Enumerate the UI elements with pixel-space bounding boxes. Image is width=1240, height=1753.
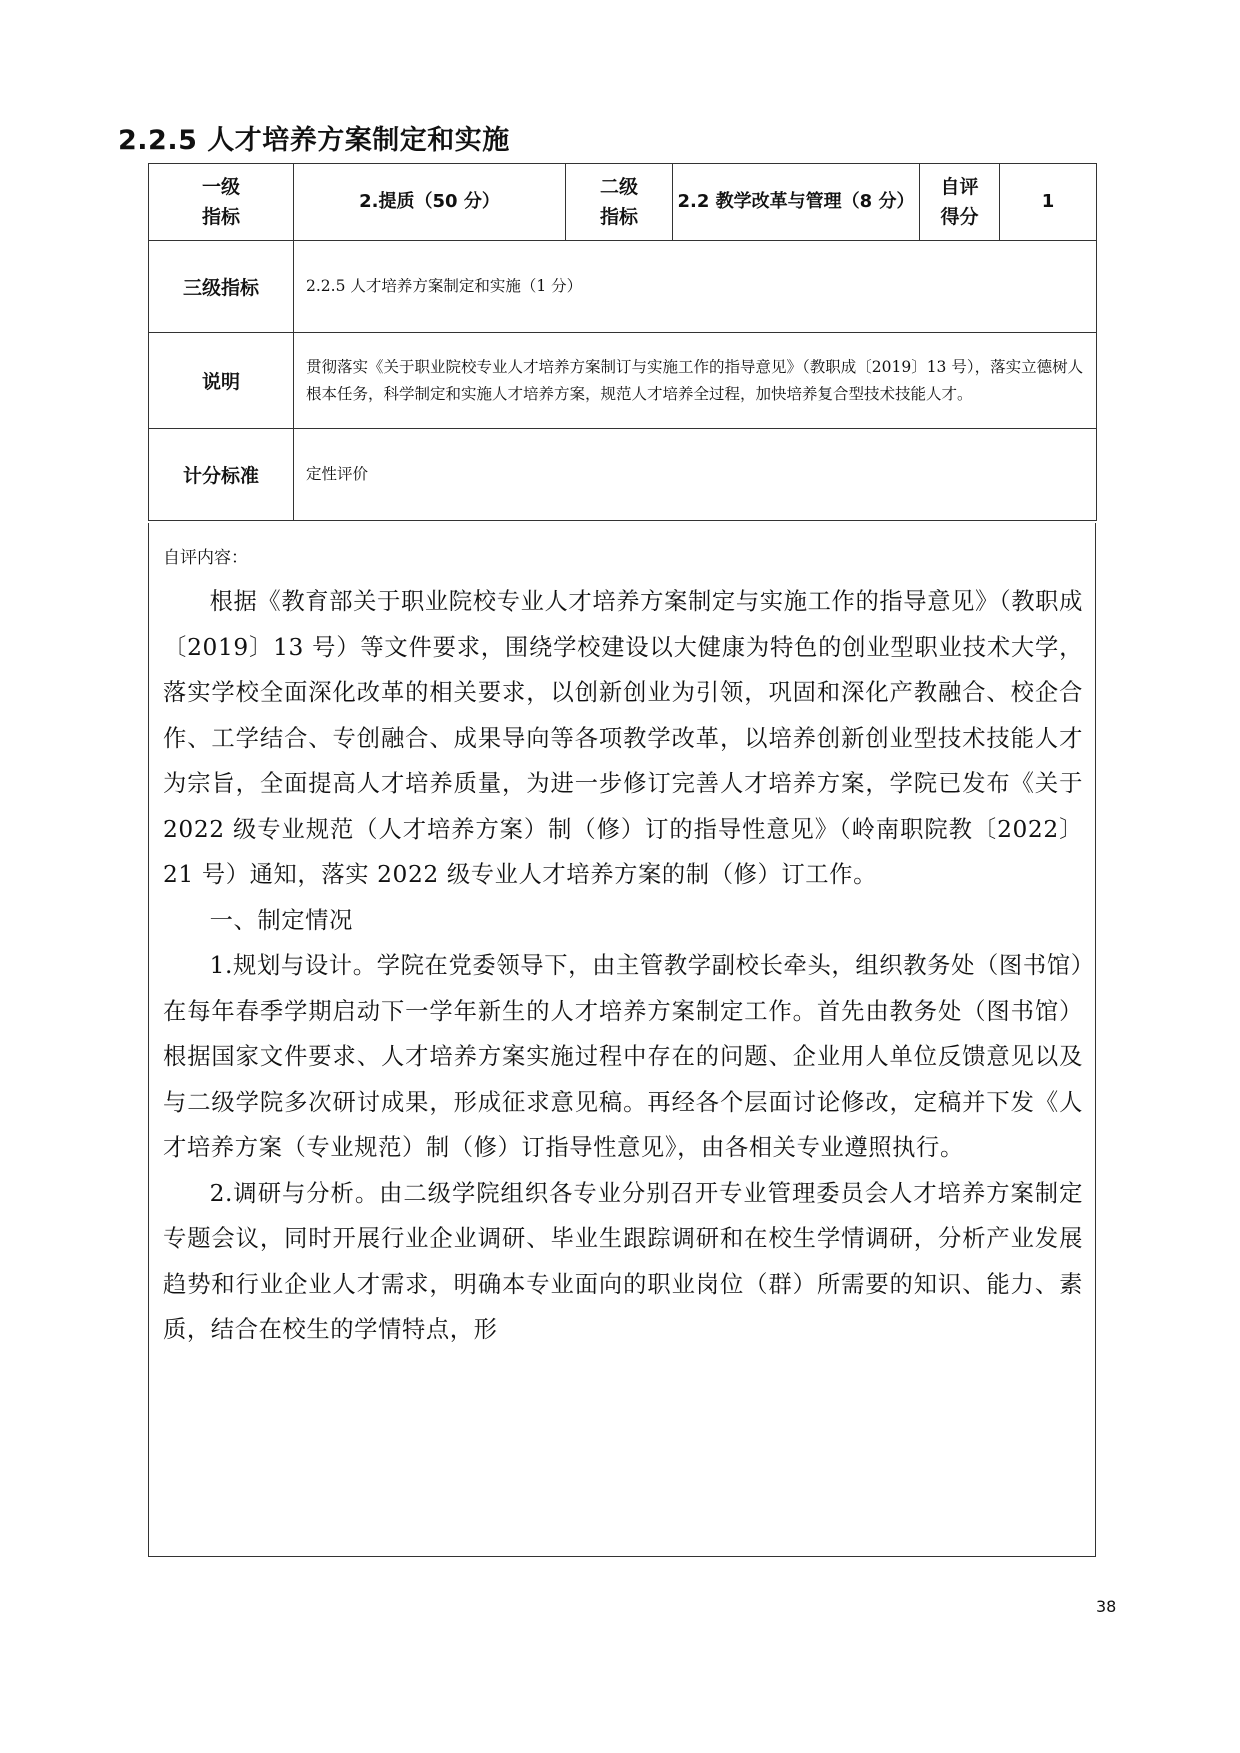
scoring-text: 定性评价 (294, 429, 1097, 521)
description-row (149, 333, 1097, 429)
scoring-row (149, 429, 1097, 521)
level3-label: 三级指标 (149, 241, 294, 333)
header-row (149, 164, 1097, 241)
level2-value: 2.2 教学改革与管理（8 分） (673, 164, 920, 241)
description-text: 贯彻落实《关于职业院校专业人才培养方案制订与实施工作的指导意见》（教职成〔2019〕13 号），落实立德树人根本任务，科学制定和实施人才培养方案，规范人才培养全过程，加快培养复合型技术技能人才。 (294, 333, 1097, 429)
self-evaluation-body (163, 579, 1083, 1353)
level2-label: 二级 指标 (566, 164, 673, 241)
self-evaluation-box (148, 523, 1096, 1557)
scoring-label: 计分标准 (149, 429, 294, 521)
paragraph: 2.调研与分析。由二级学院组织各专业分别召开专业管理委员会人才培养方案制定专题会议，同时开展行业企业调研、毕业生跟踪调研和在校生学情调研，分析产业发展趋势和行业企业人才需求，明确本专业面向的职业岗位（群）所需要的知识、能力、素质，结合在校生的学情特点，形 (163, 1179, 1083, 1343)
level1-value: 2.提质（50 分） (294, 164, 566, 241)
page-number: 38 (1096, 1597, 1117, 1616)
level3-text: 2.2.5 人才培养方案制定和实施（1 分） (294, 241, 1097, 333)
self-evaluation-label: 自评内容： (163, 548, 248, 568)
description-label: 说明 (149, 333, 294, 429)
paragraph: 一、制定情况 (209, 906, 353, 934)
level3-row (149, 241, 1097, 333)
section-title: 2.2.5 人才培养方案制定和实施 (118, 125, 510, 156)
level1-label: 一级 指标 (149, 164, 294, 241)
self-score-value: 1 (1000, 164, 1097, 241)
paragraph: 1.规划与设计。学院在党委领导下，由主管教学副校长牵头，组织教务处（图书馆）在每年春季学期启动下一学年新生的人才培养方案制定工作。首先由教务处（图书馆）根据国家文件要求、人才培养方案实施过程中存在的问题、企业用人单位反馈意见以及与二级学院多次研讨成果，形成征求意见稿。再经各个层面讨论修改，定稿并下发《人才培养方案（专业规范）制（修）订指导性意见》，由各相关专业遵照执行。 (163, 952, 1083, 1161)
self-score-label: 自评 得分 (920, 164, 1000, 241)
indicator-table (148, 163, 1097, 521)
paragraph: 根据《教育部关于职业院校专业人才培养方案制定与实施工作的指导意见》（教职成〔2019〕13 号）等文件要求，围绕学校建设以大健康为特色的创业型职业技术大学，落实学校全面深化改革的相关要求，以创新创业为引领，巩固和深化产教融合、校企合作、工学结合、专创融合、成果导向等各项教学改革，以培养创新创业型技术技能人才为宗旨，全面提高人才培养质量，为进一步修订完善人才培养方案，学院已发布《关于 2022 级专业规范（人才培养方案）制（修）订的指导性意见》（岭南职院教〔2022〕21 号）通知，落实 2022 级专业人才培养方案的制（修）订工作。 (163, 588, 1083, 888)
